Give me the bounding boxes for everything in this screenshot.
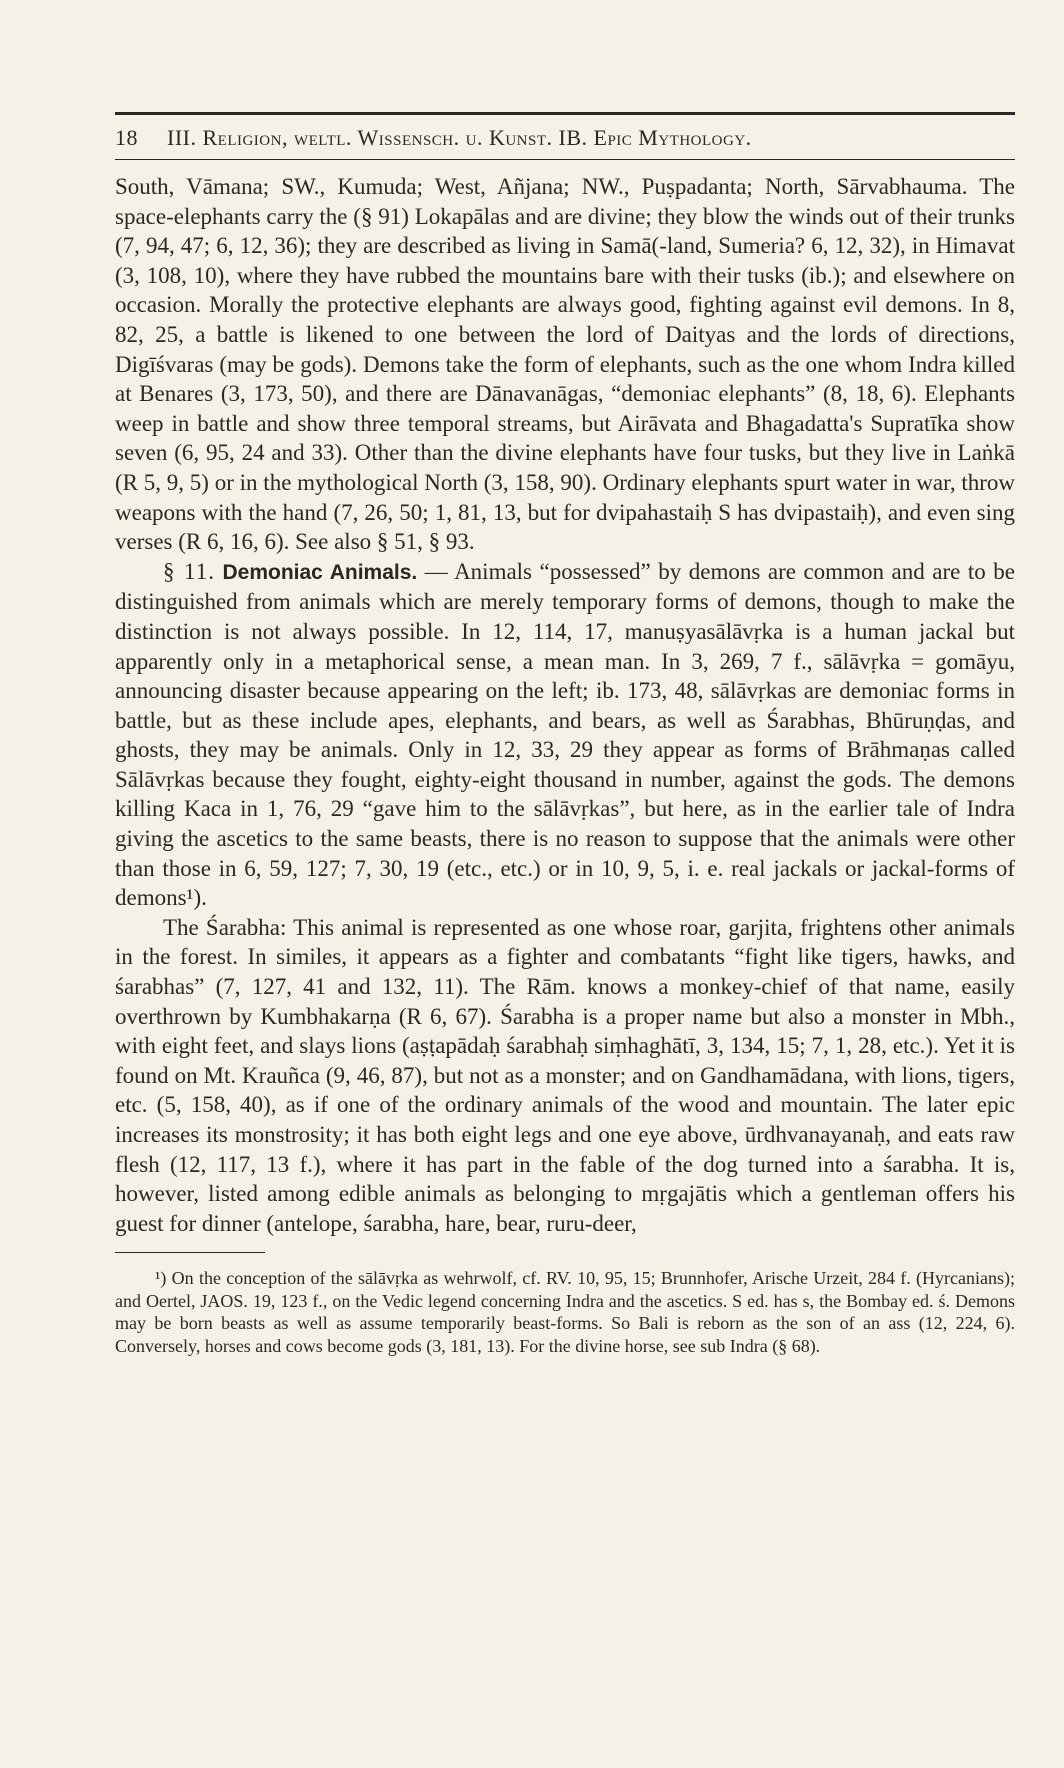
section-number: § 11. (163, 558, 215, 584)
section-text: — Animals “possessed” by demons are common and are to be distinguished from animals which are merely temporary forms of demons, though to make the distinction is not always possible. In 12, 114, 17, manuṣyasālāvṛka is a human jackal but apparently only in a metaphorical sense, a mean man. In 3, 269, 7 f., sālāvṛka = gomāyu, announcing disaster because appearing on the left; ib. 173, 48, sālāvṛkas are demoniac forms in battle, but as these include apes, elephants, and bears, as well as Śarabhas, Bhūruṇḍas, and ghosts, they may be animals. Only in 12, 33, 29 they appear as forms of Brāhmaṇas called Sālāvṛkas because they fought, eighty-eight thousand in number, against the gods. The demons killing Kaca in 1, 76, 29 “gave him to the sālāvṛkas”, but here, as in the earlier tale of Indra giving the ascetics to the same beasts, there is no reason to suppose that the animals were other than those in 6, 59, 127; 7, 30, 19 (etc., etc.) or in 10, 9, 5, i. e. real jackals or jackal-forms of demons¹). (115, 558, 1016, 911)
page (115, 112, 1015, 1375)
footnote: ¹) On the conception of the sālāvṛka as wehrwolf, cf. RV. 10, 95, 15; Brunnhofer, Arische Urzeit, 284 f. (Hyrcanians); and Oertel, JAOS. 19, 123 f., on the Vedic legend concerning Indra and the ascetics. S ed. has s, the Bombay ed. ś. Demons may be born beasts as well as assume temporarily beast-forms. So Bali is reborn as the son of an ass (12, 224, 6). Conversely, horses and cows become gods (3, 181, 13). For the divine horse, see sub Indra (§ 68). (115, 1268, 1015, 1356)
main-text (115, 172, 1015, 1238)
footnote-divider (115, 1252, 265, 1253)
paragraph-elephants: South, Vāmana; SW., Kumuda; West, Añjana; NW., Puṣpadanta; North, Sārvabhauma. The space-elephants carry the (§ 91) Lokapālas and are divine; they blow the winds out of their trunks (7, 94, 47; 6, 12, 36); they are described as living in Samā(-land, Sumeria? 6, 12, 32), in Himavat (3, 108, 10), where they have rubbed the mountains bare with their tusks (ib.); and elsewhere on occasion. Morally the protective elephants are always good, fighting against evil demons. In 8, 82, 25, a battle is likened to one between the lord of Daityas and the lords of directions, Digīśvaras (may be gods). Demons take the form of elephants, such as the one whom Indra killed at Benares (3, 173, 50), and there are Dānavanāgas, “demoniac elephants” (8, 18, 6). Elephants weep in battle and show three temporal streams, but Airāvata and Bhagadatta's Supratīka show seven (6, 95, 24 and 33). Other than the divine elephants have four tusks, but they live in Laṅkā (R 5, 9, 5) or in the mythological North (3, 158, 90). Ordinary elephants spurt water in war, throw weapons with the hand (7, 26, 50; 1, 81, 13, but for dvipahastaiḥ S has dvipastaiḥ), and even sing verses (R 6, 16, 6). See also § 51, § 93. (115, 174, 1015, 555)
running-header (115, 112, 1015, 160)
running-title: III. Religion, weltl. Wissensch. u. Kunst. IB. Epic Mythology. (167, 125, 752, 150)
section-heading: Demoniac Animals. (222, 560, 418, 584)
paragraph-sarabha: The Śarabha: This animal is represented as one whose roar, garjita, frightens other animals in the forest. In similes, it appears as a fighter and combatants “fight like tigers, hawks, and śarabhas” (7, 127, 41 and 132, 11). The Rām. knows a monkey-chief of that name, easily overthrown by Kumbhakarṇa (R 6, 67). Śarabha is a proper name but also a monster in Mbh., with eight feet, and slays lions (aṣṭapādaḥ śarabhaḥ siṃhaghātī, 3, 134, 15; 7, 1, 28, etc.). Yet it is found on Mt. Krauñca (9, 46, 87), but not as a monster; and on Gandhamādana, with lions, tigers, etc. (5, 158, 40), as if one of the ordinary animals of the wood and mountain. The later epic increases its monstrosity; it has both eight legs and one eye above, ūrdhvanayanaḥ, and eats raw flesh (12, 117, 13 f.), where it has part in the fable of the dog turned into a śarabha. It is, however, listed among edible animals as belonging to mṛgajātis which a gentleman offers his guest for dinner (antelope, śarabha, hare, bear, ruru-deer, (115, 914, 1015, 1236)
page-number: 18 (115, 125, 138, 150)
paragraph-demoniac-animals (115, 557, 1015, 913)
